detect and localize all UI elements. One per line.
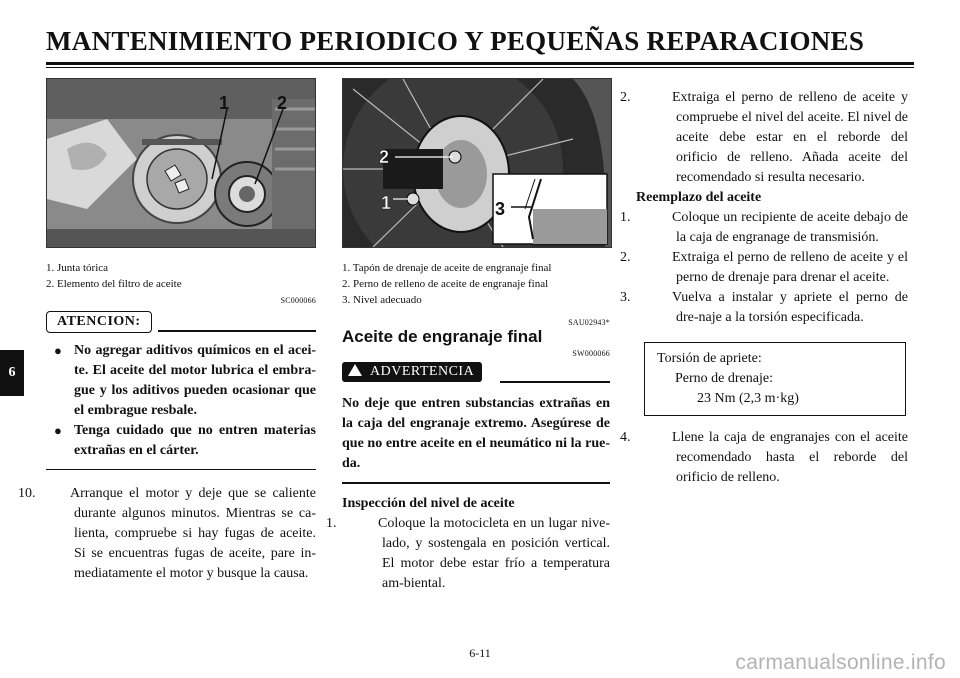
step-text: Extraiga el perno de relleno de aceite y compruebe el nivel del aceite. El nivel de aceite debe estar en el reborde del orificio de relleno. Añada aceite del recomendado si resulta necesario. xyxy=(672,90,908,185)
callout-2: 2 xyxy=(277,93,288,113)
chapter-tab: 6 xyxy=(0,350,24,396)
caution-code: SC000066 xyxy=(280,296,316,305)
caption-item: 1. Junta tórica xyxy=(46,262,109,274)
step-text: Llene la caja de engranajes con el aceite recomendado hasta el reborde del orificio de relleno. xyxy=(672,430,908,485)
page-header-title: MANTENIMIENTO PERIODICO Y PEQUEÑAS REPARACIONES xyxy=(46,26,865,56)
column-middle xyxy=(326,78,610,594)
inspection-step-2 xyxy=(620,88,908,188)
column-right xyxy=(620,88,908,488)
warning-text: No deje que entren substancias extrañas en la caja del engranaje extremo. Asegúrese de que no entre aceite en el neumático ni la rue-da. xyxy=(342,396,610,471)
step-number: 1. xyxy=(620,210,631,225)
header-rule-thin xyxy=(46,67,914,68)
step-number: 2. xyxy=(620,250,631,265)
warning-rule xyxy=(500,381,610,383)
caution-label: ATENCION: xyxy=(46,311,152,333)
replacement-step-2 xyxy=(620,248,908,288)
torque-heading: Torsión de apriete: xyxy=(657,351,762,366)
engine-photo xyxy=(47,79,315,247)
callout-2: 2 xyxy=(379,147,390,167)
figure-captions xyxy=(342,260,610,308)
caption-item: 1. Tapón de drenaje de aceite de engranaje final xyxy=(342,262,552,274)
engine-oil-filter-figure xyxy=(46,78,316,248)
step-text: Vuelva a instalar y apriete el perno de dre-naje a la torsión especificada. xyxy=(672,290,908,325)
final-gear-figure xyxy=(342,78,612,248)
final-gear-photo xyxy=(343,79,611,247)
step-number: 3. xyxy=(620,290,631,305)
warning-triangle-icon xyxy=(348,364,362,376)
warning-header xyxy=(342,362,610,384)
step-text: Coloque la motocicleta en un lugar nive-lado, y sostengala en posición vertical. El motor debe estar frío a temperatura am-biental. xyxy=(378,516,610,591)
caption-item: 2. Elemento del filtro de aceite xyxy=(46,278,182,290)
header-rule xyxy=(46,62,914,65)
callout-1: 1 xyxy=(381,193,392,213)
replacement-subheading: Reemplazo del aceite xyxy=(636,190,762,205)
replacement-step-3 xyxy=(620,288,908,328)
inspection-subheading: Inspección del nivel de aceite xyxy=(342,496,515,511)
caution-bullet: ● Tenga cuidado que no entren materias extrañas en el cárter. xyxy=(46,421,316,461)
step-number: 10. xyxy=(18,486,36,501)
step-text: Extraiga el perno de relleno de aceite y el perno de drenaje para drenar el aceite. xyxy=(672,250,908,285)
watermark: carmanualsonline.info xyxy=(735,651,946,674)
section-code: SAU02943* xyxy=(568,318,610,327)
replacement-step-4 xyxy=(620,428,908,488)
caution-header xyxy=(46,311,316,333)
figure-captions xyxy=(46,260,316,292)
callout-1: 1 xyxy=(219,93,230,113)
step-number: 1. xyxy=(326,516,337,531)
torque-item: Perno de drenaje: xyxy=(675,371,773,386)
caution-rule xyxy=(158,330,316,332)
warning-label xyxy=(342,362,482,382)
step-10 xyxy=(18,484,316,584)
page-number: 6-11 xyxy=(469,646,491,660)
step-text: Arranque el motor y deje que se caliente durante algunos minutos. Mientras se ca-lienta, compruebe si hay fugas de aceite. Si se encuentras fugas de aceite, pare in-mediatamente el motor y busque la causa. xyxy=(70,486,316,581)
caption-item: 2. Perno de relleno de aceite de engranaje final xyxy=(342,278,549,290)
warning-end-rule xyxy=(342,482,610,484)
replacement-step-1 xyxy=(620,208,908,248)
inspection-step-1 xyxy=(326,514,610,594)
caution-end-rule xyxy=(46,469,316,470)
torque-value: 23 Nm (2,3 m·kg) xyxy=(697,391,799,406)
caution-bullet: ● No agregar aditivos químicos en el acei-te. El aceite del motor lubrica el embra-gue y los aditivos pueden ocasionar que el embrague resbale. xyxy=(46,341,316,421)
callout-3: 3 xyxy=(495,199,506,219)
caption-item: 3. Nivel adecuado xyxy=(342,294,422,306)
step-number: 2. xyxy=(620,90,631,105)
caution-bullets xyxy=(46,341,316,461)
step-number: 4. xyxy=(620,430,631,445)
warning-code: SW000066 xyxy=(572,349,610,358)
torque-spec-box xyxy=(644,342,906,416)
section-title: Aceite de engranaje final xyxy=(342,327,543,346)
column-left xyxy=(18,78,316,584)
step-text: Coloque un recipiente de aceite debajo de la caja de engranage de transmisión. xyxy=(672,210,908,245)
warning-label-text: ADVERTENCIA xyxy=(370,364,475,379)
